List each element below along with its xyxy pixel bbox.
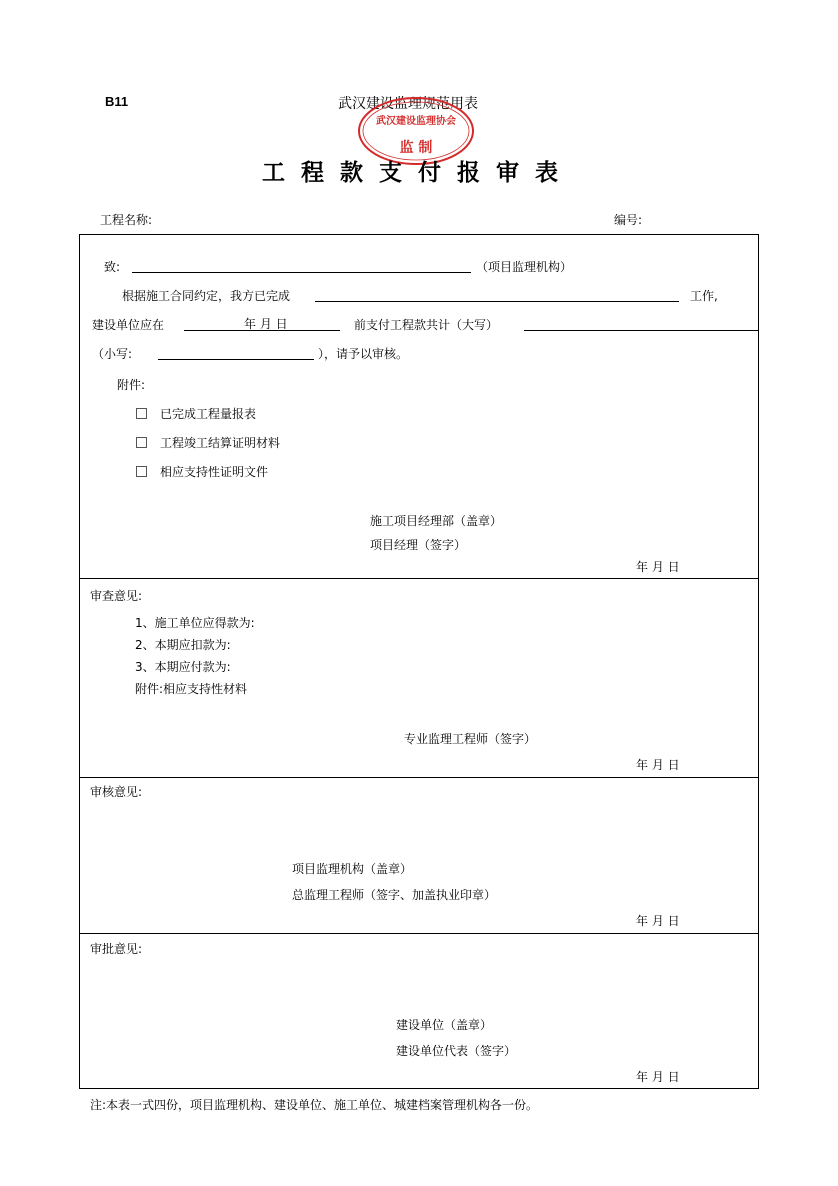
attachment-item: 已完成工程量报表 bbox=[160, 407, 257, 421]
audit-opinion-label: 审核意见: bbox=[90, 785, 143, 799]
approval-opinion-label: 审批意见: bbox=[90, 942, 143, 956]
date-label: 年 月 日 bbox=[636, 1070, 680, 1084]
chief-engineer-sign-label: 总监理工程师（签字、加盖执业印章） bbox=[292, 888, 497, 902]
seal-text-top: 武汉建设监理协会 bbox=[376, 116, 456, 127]
attachment-checkbox[interactable] bbox=[136, 466, 147, 477]
amount-uppercase-field[interactable] bbox=[524, 330, 758, 331]
date-label: 年 月 日 bbox=[636, 560, 680, 574]
page-title: 工程款支付报审表 bbox=[262, 159, 574, 186]
review-item: 3、本期应付款为: bbox=[135, 660, 231, 674]
review-item: 附件:相应支持性材料 bbox=[135, 682, 248, 696]
section-divider bbox=[79, 777, 759, 778]
project-name-label: 工程名称: bbox=[100, 213, 153, 227]
attachments-label: 附件: bbox=[117, 378, 146, 392]
project-manager-sign-label: 项目经理（签字） bbox=[370, 538, 467, 552]
review-opinion-label: 审查意见: bbox=[90, 589, 143, 603]
owner-representative-sign-label: 建设单位代表（签字） bbox=[396, 1044, 517, 1058]
to-suffix: （项目监理机构） bbox=[476, 260, 573, 274]
section-divider bbox=[79, 578, 759, 579]
seal-text-bottom: 监 制 bbox=[399, 140, 433, 156]
form-code: B11 bbox=[105, 94, 129, 109]
date-label: 年 月 日 bbox=[636, 758, 680, 772]
attachment-checkbox[interactable] bbox=[136, 408, 147, 419]
form-standard-title: 武汉建设监理规范用表 bbox=[338, 96, 478, 112]
review-item: 2、本期应扣款为: bbox=[135, 638, 231, 652]
completed-prefix: 根据施工合同约定，我方已完成 bbox=[122, 289, 291, 303]
date-label: 年 月 日 bbox=[636, 914, 680, 928]
review-item: 1、施工单位应得款为: bbox=[135, 616, 255, 630]
number-label: 编号: bbox=[614, 213, 643, 227]
payment-deadline-prefix: 建设单位应在 bbox=[92, 318, 165, 332]
attachment-checkbox[interactable] bbox=[136, 437, 147, 448]
completed-suffix: 工作, bbox=[690, 289, 718, 303]
attachment-item: 工程竣工结算证明材料 bbox=[160, 436, 281, 450]
to-label: 致: bbox=[104, 260, 121, 274]
contractor-seal-label: 施工项目经理部（盖章） bbox=[370, 514, 503, 528]
review-request-text: ），请予以审核。 bbox=[318, 347, 409, 361]
payment-date-text: 年 月 日 bbox=[244, 317, 288, 331]
to-field[interactable] bbox=[132, 272, 471, 273]
supervising-engineer-sign-label: 专业监理工程师（签字） bbox=[404, 732, 537, 746]
amount-lowercase-label: （小写: bbox=[92, 347, 133, 361]
amount-lowercase-field[interactable] bbox=[158, 359, 314, 360]
completed-work-field[interactable] bbox=[315, 301, 679, 302]
attachment-item: 相应支持性证明文件 bbox=[160, 465, 269, 479]
supervision-org-seal-label: 项目监理机构（盖章） bbox=[292, 862, 413, 876]
footer-note: 注:本表一式四份，项目监理机构、建设单位、施工单位、城建档案管理机构各一份。 bbox=[90, 1098, 539, 1112]
section-divider bbox=[79, 933, 759, 934]
amount-uppercase-label: 前支付工程款共计（大写） bbox=[354, 318, 499, 332]
owner-seal-label: 建设单位（盖章） bbox=[396, 1018, 493, 1032]
